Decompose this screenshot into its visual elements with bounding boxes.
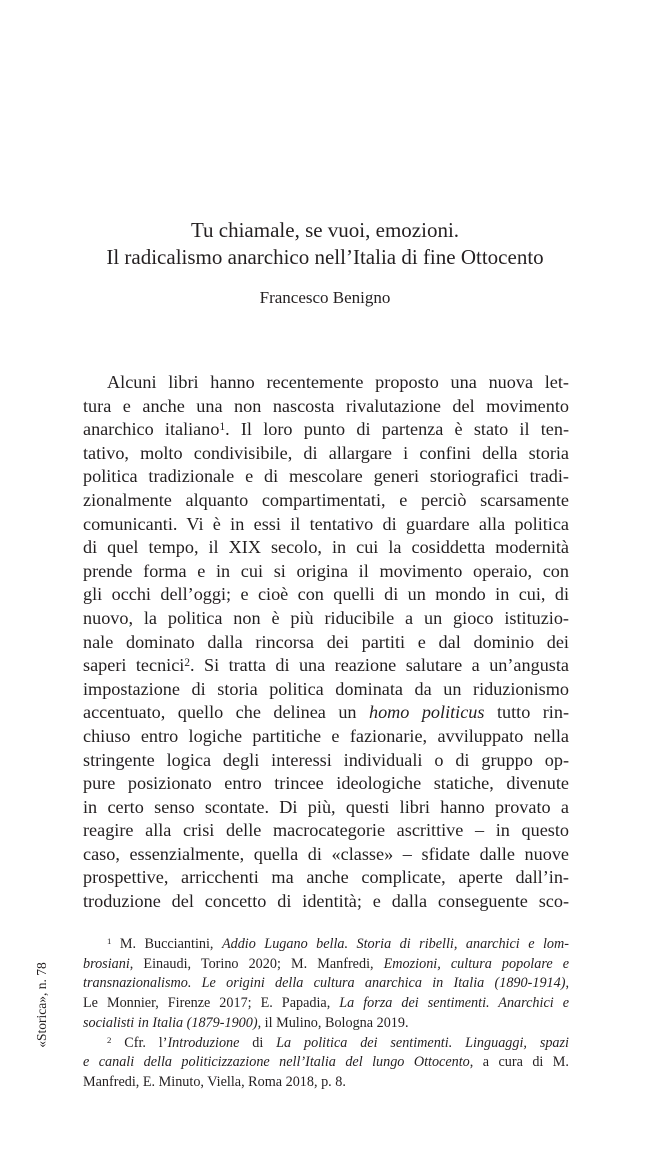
footnote-number-1: 1 xyxy=(107,936,112,947)
body-line: anarchico italiano$^1$. Il loro punto di partenza è stato il ten- xyxy=(83,419,569,440)
body-line: prospettive, arricchenti ma anche complicate, aperte dall’in- xyxy=(83,867,569,888)
footnote-1-line: socialisti in Italia (1879-1900), il Mulino, Bologna 2019. xyxy=(83,1014,409,1031)
footnote-ref-1[interactable]: 1 xyxy=(219,421,226,434)
body-line: prende forma e in cui si origina il movimento operaio, con xyxy=(83,560,569,581)
footnotes xyxy=(83,935,569,1093)
footnote-number-2: 2 xyxy=(107,1034,112,1045)
article-title-line-2: Il radicalismo anarchico nell’Italia di fine Ottocento xyxy=(106,245,544,269)
footnote-ref-2[interactable]: 2 xyxy=(184,657,190,670)
footnote-2-line: Manfredi, E. Minuto, Viella, Roma 2018, p. 8. xyxy=(83,1073,346,1090)
body-line: chiuso entro logiche partitiche e fazionarie, avviluppato nella xyxy=(83,725,569,746)
body-line: caso, essenzialmente, quella di «classe» – sfidate dalle nuove xyxy=(83,843,569,864)
body-line: tura e anche una non nascosta rivalutazione del movimento xyxy=(83,395,569,416)
italic-term: homo politicus xyxy=(368,702,485,723)
body-line: saperi tecnici$^2$. Si tratta di una reazione salutare a un’angusta xyxy=(83,655,569,676)
article-title-line-1: Tu chiamale, se vuoi, emozioni. xyxy=(190,218,460,242)
body-line: zionalmente alquanto compartimentati, e perciò scarsamente xyxy=(83,489,569,510)
body-line: tativo, molto condivisibile, di allargare i confini della storia xyxy=(83,442,569,463)
body-line: politica tradizionale e di mescolare generi storiografici tradi- xyxy=(83,466,569,487)
body-line: reagire alla crisi delle macrocategorie ascrittive – in questo xyxy=(83,820,569,841)
body-line: nale dominato dalla rincorsa dei partiti e dal dominio dei xyxy=(83,631,569,652)
footnote-2-line: e canali della politicizzazione nell’Italia del lungo Ottocento, a cura di M. xyxy=(83,1054,569,1071)
body-text xyxy=(83,371,569,914)
body-line: troduzione del concetto di identità; e dalla conseguente sco- xyxy=(83,891,569,912)
body-line: in certo senso scontate. Di più, questi libri hanno provato a xyxy=(83,796,569,817)
footnote-1-line: Le Monnier, Firenze 2017; E. Papadia, La forza dei sentimenti. Anarchici e xyxy=(83,995,569,1012)
body-line: gli occhi dell’oggi; e cioè con quelli di un mondo in cui, di xyxy=(83,584,569,605)
footnote-1-line: transnazionalismo. Le origini della cultura anarchica in Italia (1890-1914), xyxy=(83,975,569,992)
footnote-2-line: $^2$ Cfr. l’Introduzione di La politica dei sentimenti. Linguaggi, spazi xyxy=(107,1034,569,1051)
body-line: pure posizionato entro trincee ideologiche statiche, divenute xyxy=(83,773,569,794)
body-line: stringente logica degli interessi individuali o di gruppo op- xyxy=(83,749,569,770)
body-line: di quel tempo, il XIX secolo, in cui la cosiddetta modernità xyxy=(83,537,569,558)
body-line: accentuato, quello che delinea un homo politicus tutto rin- xyxy=(83,702,569,723)
journal-side-label: «Storica», n. 78 xyxy=(34,962,49,1048)
body-line: comunicanti. Vi è in essi il tentativo di guardare alla politica xyxy=(83,513,569,534)
body-line: Alcuni libri hanno recentemente proposto una nuova let- xyxy=(107,372,569,392)
body-line: impostazione di storia politica dominata da un riduzionismo xyxy=(83,678,569,699)
body-line: nuovo, la politica non è più riducibile a un gioco istituzio- xyxy=(83,607,569,628)
author-name: Francesco Benigno xyxy=(259,288,391,307)
footnote-1-line: $^1$ M. Bucciantini, Addio Lugano bella. Storia di ribelli, anarchici e lom- xyxy=(107,936,569,952)
footnote-1-line: brosiani, Einaudi, Torino 2020; M. Manfredi, Emozioni, cultura popolare e xyxy=(83,955,569,972)
